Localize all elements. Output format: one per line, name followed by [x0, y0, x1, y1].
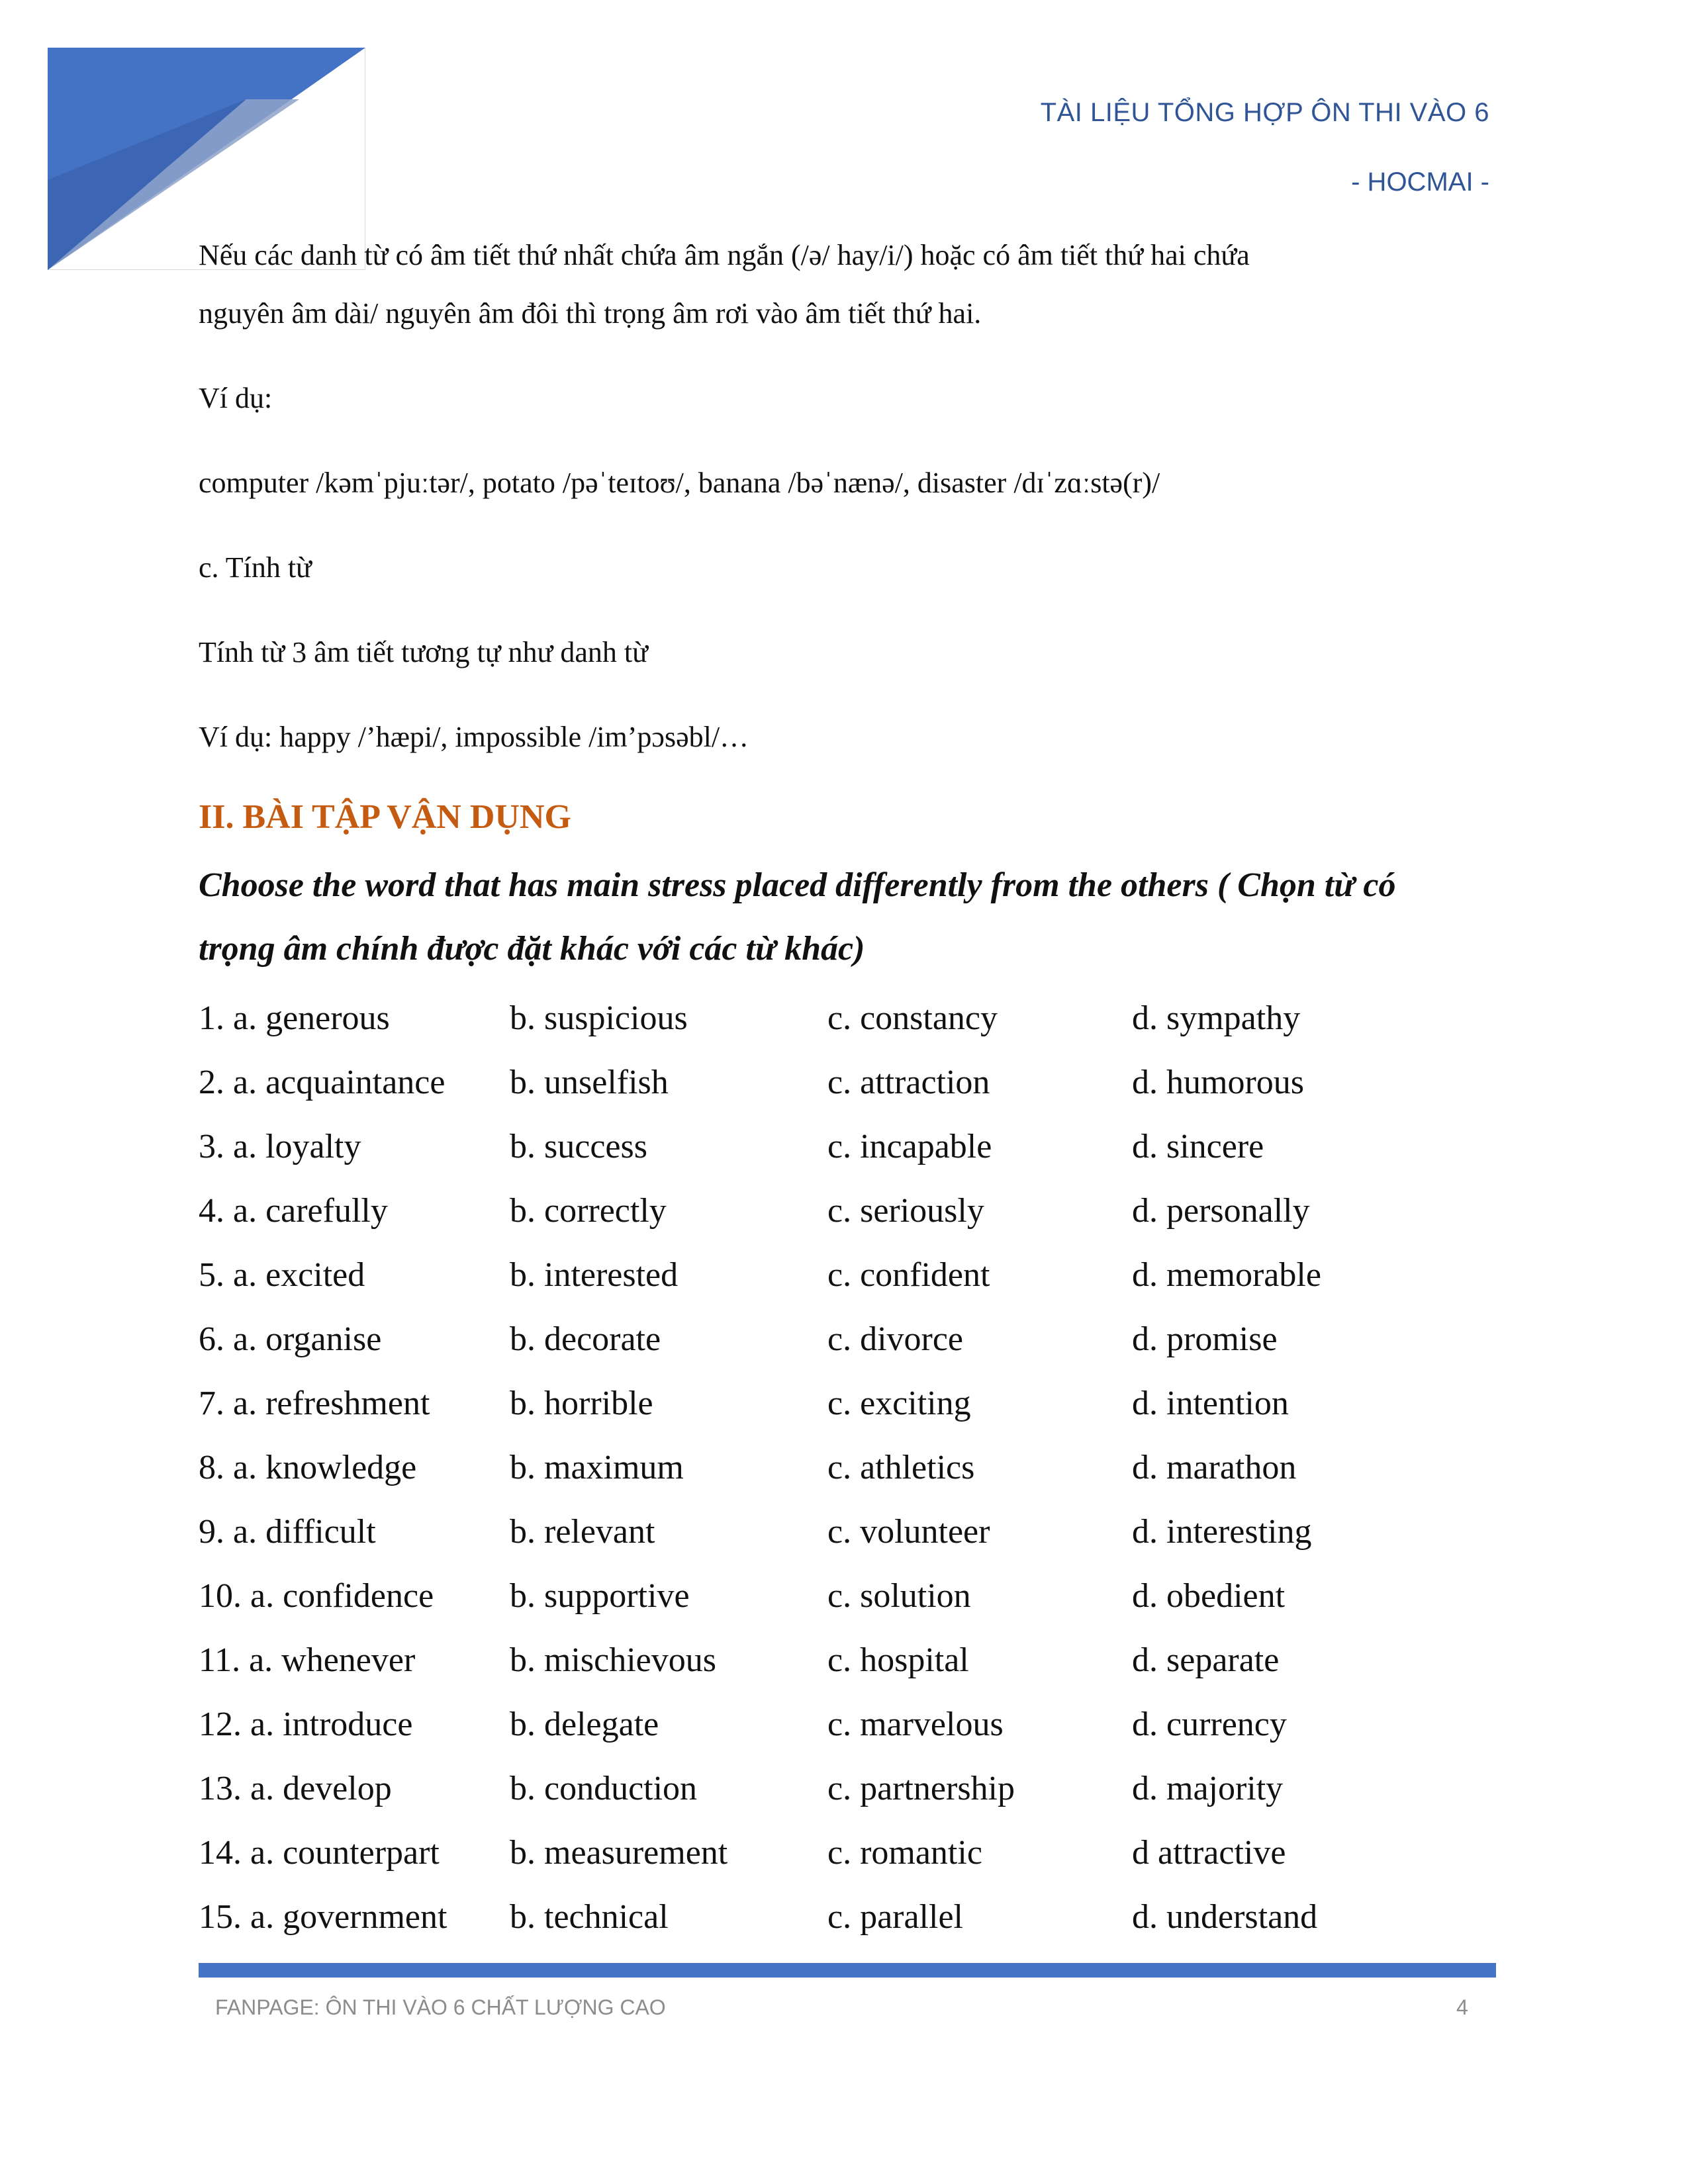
option-c: c. partnership — [827, 1770, 1015, 1807]
question-row — [199, 1435, 1496, 1500]
option-c: c. romantic — [827, 1834, 982, 1872]
option-a: 9. a. difficult — [199, 1513, 376, 1551]
question-row — [199, 1821, 1496, 1885]
option-c: c. divorce — [827, 1320, 964, 1358]
option-b: b. conduction — [510, 1770, 698, 1807]
option-d: d. majority — [1132, 1770, 1284, 1807]
option-b: b. maximum — [510, 1449, 684, 1486]
example-adjectives: Ví dụ: happy /’hæpi/, impossible /im’pɔsəbl/… — [199, 721, 749, 753]
question-row — [199, 1050, 1496, 1115]
instruction-line-1: Choose the word that has main stress placed differently from the others ( Chọn từ có — [199, 866, 1396, 904]
option-a: 6. a. organise — [199, 1320, 382, 1358]
option-c: c. constancy — [827, 999, 998, 1037]
footer-divider — [199, 1963, 1496, 1978]
option-b: b. decorate — [510, 1320, 661, 1358]
option-b: b. horrible — [510, 1385, 653, 1422]
option-d: d. understand — [1132, 1898, 1318, 1936]
option-d: d. marathon — [1132, 1449, 1297, 1486]
question-row — [199, 1692, 1496, 1756]
adjective-rule: Tính từ 3 âm tiết tương tự như danh từ — [199, 636, 648, 668]
option-b: b. success — [510, 1128, 647, 1165]
question-row — [199, 1564, 1496, 1628]
option-b: b. measurement — [510, 1834, 728, 1872]
option-d: d. separate — [1132, 1641, 1280, 1679]
option-a: 5. a. excited — [199, 1256, 365, 1294]
option-c: c. incapable — [827, 1128, 992, 1165]
option-d: d. promise — [1132, 1320, 1278, 1358]
footer-text: FANPAGE: ÔN THI VÀO 6 CHẤT LƯỢNG CAO — [215, 1995, 666, 2019]
example-label: Ví dụ: — [199, 382, 273, 414]
option-b: b. relevant — [510, 1513, 655, 1551]
option-c: c. solution — [827, 1577, 971, 1615]
option-b: b. interested — [510, 1256, 679, 1294]
option-a: 2. a. acquaintance — [199, 1064, 445, 1101]
option-c: c. parallel — [827, 1898, 963, 1936]
option-b: b. unselfish — [510, 1064, 669, 1101]
option-a: 13. a. develop — [199, 1770, 392, 1807]
option-d: d attractive — [1132, 1834, 1286, 1872]
option-a: 10. a. confidence — [199, 1577, 434, 1615]
question-row — [199, 1628, 1496, 1692]
option-a: 4. a. carefully — [199, 1192, 388, 1230]
option-d: d. personally — [1132, 1192, 1310, 1230]
header-subtitle: - HOCMAI - — [1351, 167, 1489, 197]
question-row — [199, 986, 1496, 1050]
option-c: c. attraction — [827, 1064, 990, 1101]
question-row — [199, 1885, 1496, 1949]
question-row — [199, 1500, 1496, 1564]
option-b: b. technical — [510, 1898, 669, 1936]
page-number: 4 — [1456, 1995, 1468, 2019]
option-b: b. correctly — [510, 1192, 667, 1230]
option-c: c. confident — [827, 1256, 990, 1294]
option-a: 1. a. generous — [199, 999, 390, 1037]
option-c: c. athletics — [827, 1449, 975, 1486]
option-a: 14. a. counterpart — [199, 1834, 440, 1872]
option-d: d. intention — [1132, 1385, 1289, 1422]
question-row — [199, 1307, 1496, 1371]
option-c: c. hospital — [827, 1641, 969, 1679]
option-a: 3. a. loyalty — [199, 1128, 361, 1165]
instruction-line-2: trọng âm chính được đặt khác với các từ khác) — [199, 930, 865, 968]
option-b: b. delegate — [510, 1706, 659, 1743]
option-d: d. humorous — [1132, 1064, 1304, 1101]
option-b: b. suspicious — [510, 999, 688, 1037]
option-a: 8. a. knowledge — [199, 1449, 417, 1486]
rule-line-1: Nếu các danh từ có âm tiết thứ nhất chứa âm ngắn (/ə/ hay/i/) hoặc có âm tiết thứ hai chứa — [199, 239, 1250, 271]
option-d: d. obedient — [1132, 1577, 1286, 1615]
option-d: d. interesting — [1132, 1513, 1312, 1551]
option-b: b. mischievous — [510, 1641, 716, 1679]
option-d: d. memorable — [1132, 1256, 1321, 1294]
option-a: 15. a. government — [199, 1898, 447, 1936]
subsection-adjective: c. Tính từ — [199, 551, 312, 584]
option-c: c. exciting — [827, 1385, 971, 1422]
exercise-list — [199, 986, 1496, 1949]
option-a: 12. a. introduce — [199, 1706, 413, 1743]
option-c: c. seriously — [827, 1192, 984, 1230]
option-b: b. supportive — [510, 1577, 690, 1615]
exercise-instruction — [199, 854, 1496, 981]
question-row — [199, 1371, 1496, 1435]
option-a: 7. a. refreshment — [199, 1385, 430, 1422]
option-a: 11. a. whenever — [199, 1641, 416, 1679]
option-d: d. currency — [1132, 1706, 1287, 1743]
header-title: TÀI LIỆU TỔNG HỢP ÔN THI VÀO 6 — [1040, 98, 1489, 127]
option-c: c. marvelous — [827, 1706, 1004, 1743]
section-heading: II. BÀI TẬP VẬN DỤNG — [199, 798, 571, 836]
option-c: c. volunteer — [827, 1513, 990, 1551]
question-row — [199, 1115, 1496, 1179]
rule-line-2: nguyên âm dài/ nguyên âm đôi thì trọng âm rơi vào âm tiết thứ hai. — [199, 297, 982, 330]
question-row — [199, 1243, 1496, 1307]
example-nouns: computer /kəmˈpjuːtər/, potato /pəˈteɪtoʊ/, banana /bəˈnænə/, disaster /dɪˈzɑːstə(r)/ — [199, 467, 1160, 499]
question-row — [199, 1756, 1496, 1821]
option-d: d. sympathy — [1132, 999, 1301, 1037]
question-row — [199, 1179, 1496, 1243]
option-d: d. sincere — [1132, 1128, 1264, 1165]
